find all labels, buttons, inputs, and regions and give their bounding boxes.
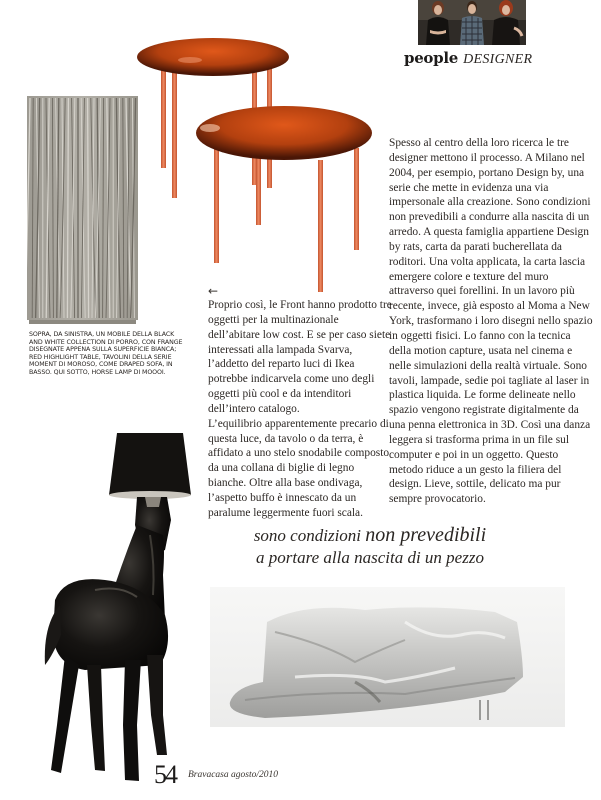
pull-quote-text: sono condizioni <box>253 526 366 545</box>
paragraph: Spesso al centro della loro ricerca le tre designer mettono il processo. A Milano nel 2004, per esempio, portano Design by, una serie che mette in evidenza una via impersonale alla creazione. Sono condizioni non prevedibili a condurre alla nascita di un arredo. A questa famiglia appartiene Design by rats, carta da parati bucherellata da roditori. Una volta applicata, la carta lascia emergere colore e texture del muro attraverso quei forellini. In un lavoro più recente, invece, già esposto al Moma a New York, trasformano i loro disegni nello spazio in oggetti fisici. Lo fanno con la tecnica della motion capture, usata nel cinema e nelle simulazioni della realtà virtuale. Sono tavoli, lampade, sedie poi tagliate al laser in plastica liquida. Le forme delineate nello spazio vengono registrate digitalmente da una penna elettronica in 3D. Così una danza leggera si trasforma prima in un file sul computer e poi in un oggetto. Questo metodo riduce a un gesto la filiera del design. Lieve, sottile, delicato ma pur sempre provocatorio. <box>389 137 593 506</box>
tables-graphic <box>130 30 390 292</box>
paragraph: Proprio così, le Front hanno prodotto tre oggetti per la multinazionale dell’abitare low cost. E se per caso siete interessati alla lampada Svarva, l’addetto del reparto luci di Ikea potrebbe indicarvela come uno degli oggetti più cool e da intenditori dell’intero catalogo. <box>208 299 392 415</box>
lamp-shade <box>109 433 191 495</box>
front-table-leg <box>256 155 261 225</box>
designers-photo-graphic <box>418 0 526 45</box>
back-table-leg <box>161 68 166 168</box>
back-table-leg <box>172 70 177 198</box>
front-table-leg <box>214 148 219 263</box>
arrow-left-icon: ← <box>208 284 219 298</box>
designers-photo <box>418 0 526 45</box>
front-table-top <box>196 106 372 160</box>
pull-quote-line-1 <box>220 524 520 547</box>
front-table-leg <box>318 160 323 292</box>
fringe-cabinet-image <box>27 96 138 324</box>
section-label-italic: DESIGNER <box>463 52 533 67</box>
back-table-top <box>137 38 289 76</box>
section-label-bold: people <box>404 49 458 67</box>
fringe-cabinet-graphic <box>27 96 138 324</box>
page-number: 54 <box>154 760 176 789</box>
paragraph: L’equilibrio apparentemente precario di questa luce, da tavolo o da terra, è affidato a uno stelo snodabile composto da una collana di biglie di legno bianche. Oltre alla base ondivaga, l’aspetto buffo è innescato da un paralume leggermente fuori scala. <box>208 417 390 519</box>
section-label <box>404 48 532 68</box>
red-highlight-tables-image <box>130 30 390 292</box>
article-middle-column <box>208 298 393 521</box>
horse-leg <box>123 660 141 781</box>
pull-quote-emphasis: non prevedibili <box>365 524 487 546</box>
horse-leg <box>87 665 105 771</box>
image-caption: SOPRA, DA SINISTRA, UN MOBILE DELLA BLACK AND WHITE COLLECTION DI PORRO, CON FRANGE DISEGNATE APPENA SULLA SUPERFICIE BIANCA; RED HIGHLIGHT TABLE, TAVOLINI DELLA SERIE MOMENT DI MOROSO, COME DRAPED SOFA, IN BASSO. QUI SOTTO, HORSE LAMP DI MOOOI. <box>29 331 183 376</box>
horse-leg <box>147 655 167 755</box>
pull-quote <box>220 524 520 569</box>
front-table-leg <box>354 148 359 250</box>
pull-quote-line-2: a portare alla nascita di un pezzo <box>256 548 484 567</box>
draped-sofa-graphic <box>205 582 575 732</box>
horse-lamp-graphic <box>25 425 205 785</box>
magazine-issue: Bravacasa agosto/2010 <box>188 770 278 780</box>
horse-leg <box>51 655 79 773</box>
draped-sofa-image <box>205 582 575 732</box>
article-right-column <box>389 136 594 507</box>
horse-lamp-image <box>25 425 205 785</box>
